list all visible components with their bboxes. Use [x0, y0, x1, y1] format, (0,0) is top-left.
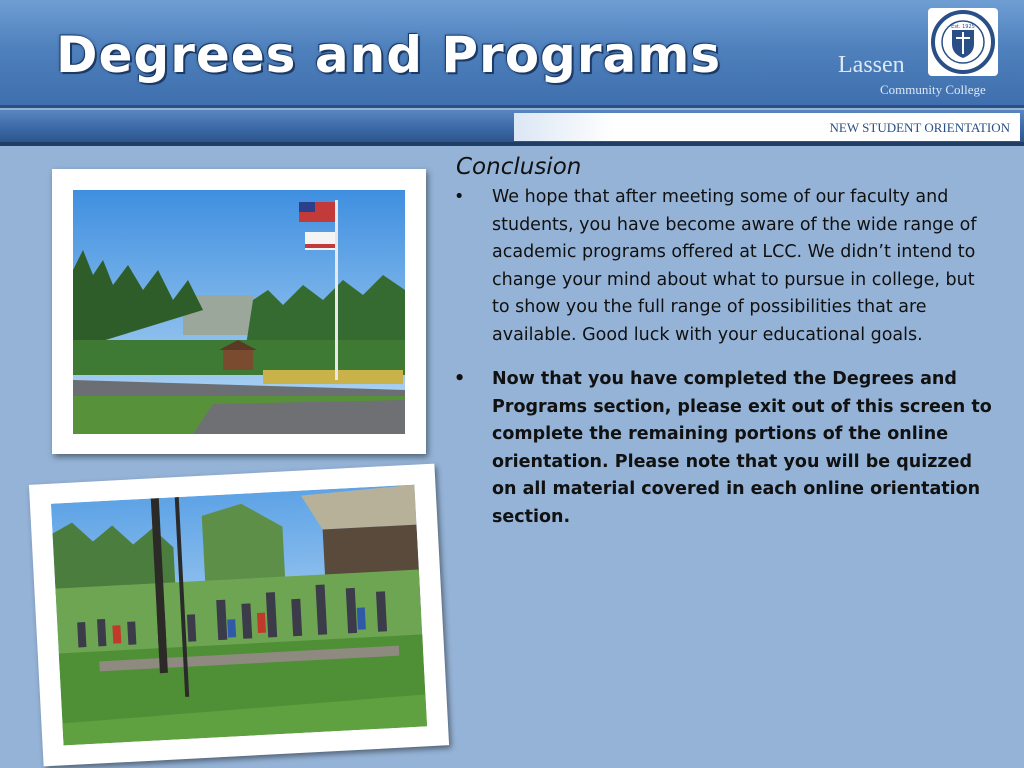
college-subtitle: Community College: [880, 82, 986, 97]
bullet-marker: •: [454, 187, 465, 207]
orientation-label: NEW STUDENT ORIENTATION: [829, 120, 1010, 135]
bullet-item: [454, 184, 994, 349]
bullet-item: [454, 366, 994, 531]
students-gathering-photo: [29, 464, 449, 767]
conclusion-heading: Conclusion: [456, 154, 582, 180]
page-title: Degrees and Programs: [56, 26, 722, 84]
college-seal-logo: [928, 8, 998, 76]
bullet-text: We hope that after meeting some of our faculty and students, you have become aware of the wide range of academic programs offered at LCC. We didn’t intend to change your mind about what to pursue in college, but to show you the full range of possibilities that are available. Good luck with your educational goals.: [492, 187, 977, 345]
svg-text:Est. 1925: Est. 1925: [951, 24, 975, 30]
bullet-marker: •: [454, 369, 466, 389]
conclusion-section: [454, 154, 994, 531]
college-name: Lassen: [838, 52, 905, 78]
campus-flagpole-photo: [52, 169, 426, 454]
bullet-text: Now that you have completed the Degrees and Programs section, please exit out of this screen to complete the remaining portions of the online orientation. Please note that you will be quizzed on all material covered in each online orientation section.: [492, 369, 992, 527]
